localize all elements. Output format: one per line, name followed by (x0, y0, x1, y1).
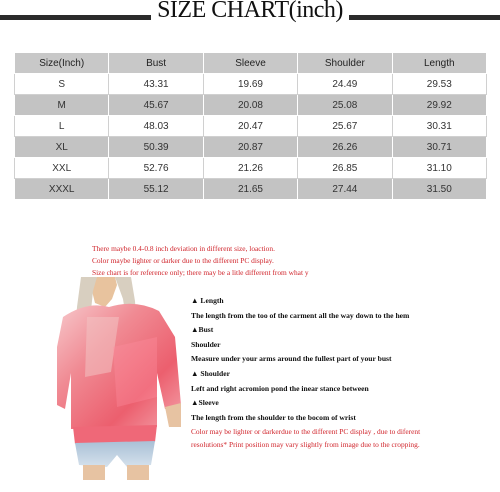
table-cell: 26.85 (298, 158, 392, 179)
display-disclaimer (191, 425, 496, 451)
page-title-text: SIZE CHART(inch) (151, 0, 349, 23)
table-cell: 29.53 (392, 74, 486, 95)
length-heading: ▲ Length (191, 296, 224, 305)
note-line: Size chart is for reference only; there may be a litle different from what y (92, 268, 309, 277)
table-cell: S (15, 74, 109, 95)
table-row (15, 158, 487, 179)
table-cell: 24.49 (298, 74, 392, 95)
table-row (15, 74, 487, 95)
table-cell: 48.03 (109, 116, 203, 137)
table-cell: 30.71 (392, 137, 486, 158)
table-cell: 25.08 (298, 95, 392, 116)
table-cell: 43.31 (109, 74, 203, 95)
sleeve-description: The length from the shoulder to the bocom of wrist (191, 412, 356, 422)
shoulder-label: Shoulder (191, 339, 221, 349)
shoulder-description: Left and right acromion pond the inear stance between (191, 383, 369, 393)
table-cell: 31.10 (392, 158, 486, 179)
disclaimer-line: resolutions* Print position may vary slightly from image due to the cropping. (191, 440, 420, 449)
title-banner (0, 0, 500, 26)
column-header-bust: Bust (109, 53, 203, 74)
measurement-guide (191, 294, 491, 425)
column-header-sleeve: Sleeve (203, 53, 297, 74)
table-cell: 30.31 (392, 116, 486, 137)
bust-description: Measure under your arms around the fullest part of your bust (191, 354, 392, 364)
shoulder-heading: ▲ Shoulder (191, 368, 230, 378)
table-cell: 21.26 (203, 158, 297, 179)
deviation-notes (92, 243, 392, 279)
table-cell: 52.76 (109, 158, 203, 179)
length-description: The length from the too of the carment all the way down to the hem (191, 310, 410, 320)
table-cell: 31.50 (392, 179, 486, 200)
table-cell: M (15, 95, 109, 116)
column-header-size: Size(Inch) (15, 53, 109, 74)
column-header-length: Length (392, 53, 486, 74)
table-row (15, 95, 487, 116)
sweater-model-illustration (57, 277, 181, 480)
table-cell: 20.08 (203, 95, 297, 116)
table-cell: 50.39 (109, 137, 203, 158)
table-header-row (15, 53, 487, 74)
table-cell: 21.65 (203, 179, 297, 200)
table-cell: XXXL (15, 179, 109, 200)
column-header-shoulder: Shoulder (298, 53, 392, 74)
note-line: There maybe 0.4-0.8 inch deviation in different size, loaction. (92, 244, 275, 253)
table-cell: 25.67 (298, 116, 392, 137)
note-line: Color maybe lighter or darker due to the different PC display. (92, 256, 274, 265)
table-cell: 29.92 (392, 95, 486, 116)
table-cell: 19.69 (203, 74, 297, 95)
table-cell: XL (15, 137, 109, 158)
sleeve-heading: ▲Sleeve (191, 398, 219, 408)
disclaimer-line: Color may be lighter or darkerdue to the different PC display , due to diferent (191, 427, 421, 436)
page-title (0, 0, 500, 24)
table-cell: 55.12 (109, 179, 203, 200)
table-cell: XXL (15, 158, 109, 179)
table-row (15, 137, 487, 158)
bust-heading: ▲Bust (191, 325, 214, 335)
table-cell: 45.67 (109, 95, 203, 116)
table-cell: 20.47 (203, 116, 297, 137)
table-row (15, 179, 487, 200)
table-cell: 27.44 (298, 179, 392, 200)
table-row (15, 116, 487, 137)
size-table (14, 52, 487, 200)
table-cell: 20.87 (203, 137, 297, 158)
model-photo (57, 277, 181, 480)
table-cell: 26.26 (298, 137, 392, 158)
table-cell: L (15, 116, 109, 137)
